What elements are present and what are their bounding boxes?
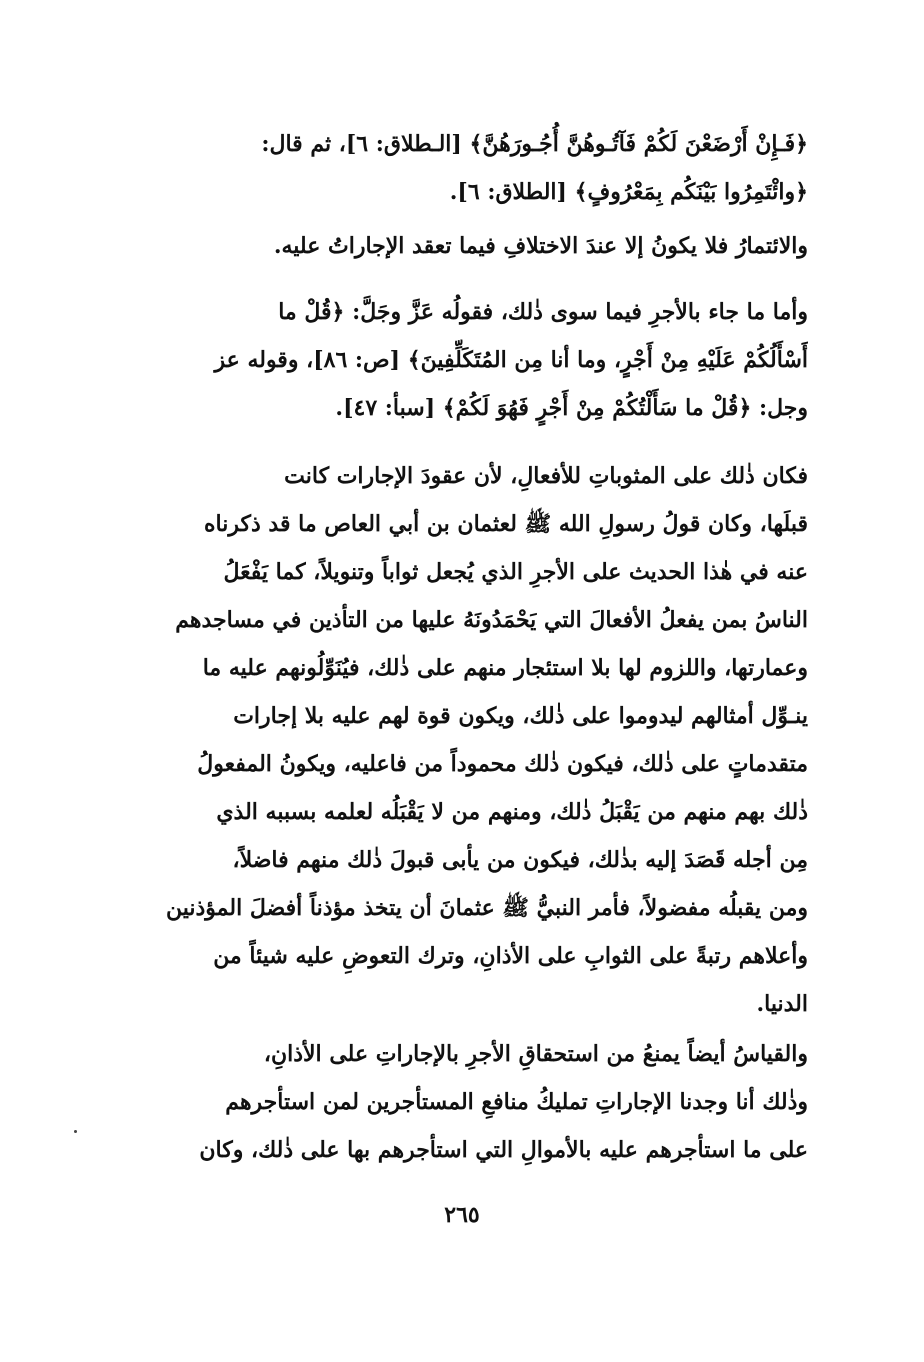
text-line: وأعلاهم رتبةً على الثوابِ على الأذانِ، وترك التعوضِ عليه شيئاً من [213,943,808,969]
text-line: أَسْأَلُكُمْ عَلَيْهِ مِنْ أَجْرٍ، وما أنا مِن المُتَكَلِّفِينَ﴾ [ص: ٨٦]، وقوله عز [214,347,808,373]
scan-speck [74,1130,77,1133]
page-number: ٢٦٥ [444,1202,480,1228]
text-line: ﴿فَـإِنْ أَرْضَعْنَ لَكُمْ فَآتُـوهُنَّ أُجُـورَهُنَّ﴾ [الـطلاق: ٦]، ثم قال: [261,131,808,157]
text-line: متقدماتٍ على ذٰلك، فيكون ذٰلك محموداً من فاعليه، ويكونُ المفعولُ [197,751,808,777]
text-line: على ما استأجرهم عليه بالأموالِ التي استأجرهم بها على ذٰلك، وكان [199,1137,808,1163]
text-line: والائتمارُ فلا يكونُ إلا عندَ الاختلافِ فيما تعقد الإجاراتُ عليه. [273,233,808,259]
text-line: عنه في هٰذا الحديث على الأجرِ الذي يُجعل ثواباً وتنويلاً، كما يَفْعَلُ [223,559,808,585]
text-line: ﴿وائْتَمِرُوا بَيْنَكُم بِمَعْرُوفٍ﴾ [الطلاق: ٦]. [449,179,808,205]
text-line: ومن يقبلُه مفضولاً، فأمر النبيُّ ﷺ عثمانَ أن يتخذ مؤذناً أفضلَ المؤذنين [166,895,808,921]
text-line: والقياسُ أيضاً يمنعُ من استحقاقِ الأجرِ بالإجاراتِ على الأذانِ، [263,1041,808,1067]
text-line: قبلَها، وكان قولُ رسولِ الله ﷺ لعثمان بن أبي العاص ما قد ذكرناه [203,511,808,537]
text-line: الناسُ بمن يفعلُ الأفعالَ التي يَحْمَدُونَهُ عليها من التأذين في مساجدهم [175,607,808,633]
paragraph-other-wages [96,288,808,432]
text-line: وأما ما جاء بالأجرِ فيما سوى ذٰلك، فقولُه عَزَّ وجَلَّ: ﴿قُلْ ما [278,299,808,325]
text-line: مِن أجله قَصَدَ إليه بذٰلك، فيكون من يأبى قبولَ ذٰلك منهم فاضلاً، [232,847,808,873]
text-line: وعمارتها، واللزوم لها بلا استئجار منهم على ذٰلك، فيُنَوِّلُونهم عليه ما [202,655,808,681]
text-line: الدنيا. [756,991,808,1017]
text-line: وذٰلك أنا وجدنا الإجاراتِ تمليكُ منافعِ المستأجرين لمن استأجرهم [225,1089,808,1115]
paragraph-rewards-for-deeds [96,452,808,1028]
paragraph-consultation [96,222,808,270]
text-line: ذٰلك بهم منهم من يَقْبَلُ ذٰلك، ومنهم من لا يَقْبَلُه لعلمه بسببه الذي [216,799,808,825]
text-line: فكان ذٰلك على المثوباتِ للأفعالِ، لأن عقودَ الإجارات كانت [284,463,808,489]
paragraph-quran-citation [96,120,808,216]
text-line: وجل: ﴿قُلْ ما سَأَلْتُكُمْ مِنْ أَجْرٍ فَهُوَ لَكُمْ﴾ [سبأ: ٤٧]. [335,395,808,421]
text-line: ينـوِّل أمثالهم ليدوموا على ذٰلك، ويكون قوة لهم عليه بلا إجارات [233,703,808,729]
paragraph-analogy [96,1030,808,1174]
